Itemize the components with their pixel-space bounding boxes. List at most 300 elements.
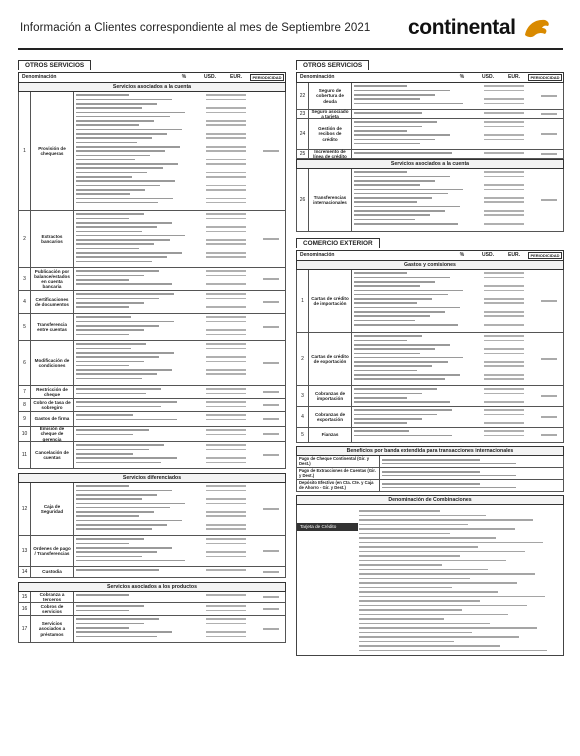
value-line [206, 348, 247, 350]
col-periodicidad: PERIODICIDAD [250, 74, 284, 81]
fine-print-line [359, 524, 468, 526]
fine-print-line [359, 569, 488, 571]
fine-print-line [359, 600, 480, 602]
fine-print-line [359, 528, 515, 530]
prod-row-label: Cobranza a terceros [31, 592, 74, 602]
fine-print-line [354, 370, 417, 372]
right-row-periodicidad [535, 119, 563, 149]
left-row-periodicidad [257, 92, 285, 210]
value-line [206, 369, 247, 371]
value-line [206, 283, 247, 285]
left-row-detail [74, 399, 195, 411]
fine-print-line [76, 524, 167, 526]
value-line [484, 277, 525, 279]
diff-row [18, 536, 286, 567]
fine-print-line [359, 533, 450, 535]
value-line [484, 223, 525, 225]
left-row [18, 442, 286, 469]
diff-row-values [195, 483, 257, 535]
diff-row [18, 483, 286, 536]
prod-row [18, 592, 286, 603]
diff-row-label: Ordenes de pago / Transferencias [31, 536, 74, 566]
fine-print-line [76, 103, 157, 105]
diff-row [18, 567, 286, 578]
left-row-periodicidad [257, 291, 285, 313]
comercio-row-periodicidad [535, 270, 563, 332]
prod-row-number: 16 [19, 603, 31, 615]
beneficio-row [296, 456, 564, 468]
fine-print-line [354, 353, 420, 355]
fine-print-line [76, 279, 129, 281]
prod-row-periodicidad [257, 592, 285, 602]
comercio-row-label: Cartas de crédito de importación [309, 270, 352, 332]
value-line [206, 429, 247, 431]
value-line [484, 335, 525, 337]
value-line [263, 454, 279, 456]
fine-print-line [76, 618, 159, 620]
comercio-row [296, 270, 564, 333]
column-header-comercio [296, 250, 564, 261]
diff-row-number: 14 [19, 567, 31, 577]
left-row-values [195, 399, 257, 411]
left-row-detail [74, 412, 195, 426]
prod-row [18, 616, 286, 643]
band-transferencias: Servicios asociados a la cuenta [296, 159, 564, 169]
diff-row-values [195, 567, 257, 577]
comercio-row-values [473, 386, 535, 406]
fine-print-line [76, 193, 130, 195]
left-row-label: Cobro de tasa de sobregiro [31, 399, 74, 411]
col-periodicidad: PERIODICIDAD [528, 252, 562, 259]
comercio-row-label: Cobranzas de exportación [309, 407, 352, 427]
fine-print-line [76, 329, 144, 331]
fine-print-line [354, 206, 460, 208]
left-row [18, 412, 286, 427]
right-row-detail [352, 150, 473, 158]
fine-print-line [76, 198, 173, 200]
value-line [206, 414, 247, 416]
value-line [484, 302, 525, 304]
fine-print-line [354, 409, 452, 411]
prod-row-detail [74, 592, 195, 602]
fine-print-line [354, 184, 420, 186]
right-tr-row-detail [352, 169, 473, 231]
fine-print-line [359, 618, 444, 620]
fine-print-line [76, 406, 161, 408]
right-tr-row-number: 26 [297, 169, 309, 231]
value-line [263, 571, 279, 573]
fine-print-line [359, 645, 500, 647]
fine-print-line [354, 152, 452, 154]
left-row-label: Extractos bancarios [31, 211, 74, 267]
fine-print-line [76, 235, 185, 237]
value-line [206, 610, 247, 612]
value-line [206, 124, 247, 126]
comercio-row-number: 5 [297, 428, 309, 442]
value-line [206, 107, 247, 109]
fine-print-line [76, 275, 144, 277]
fine-print-line [354, 112, 422, 114]
right-tr-row [296, 169, 564, 232]
value-line [206, 515, 247, 517]
prod-row-detail [74, 616, 195, 642]
value-line [206, 511, 247, 513]
left-row-number: 9 [19, 412, 31, 426]
fine-print-line [76, 520, 182, 522]
comercio-row-detail [352, 333, 473, 385]
prod-row-periodicidad [257, 616, 285, 642]
left-row-detail [74, 386, 195, 398]
fine-print-line [354, 324, 458, 326]
comercio-row [296, 428, 564, 443]
prod-row-values [195, 603, 257, 615]
value-line [206, 146, 247, 148]
band-servicios-diferenciados: Servicios diferenciados [18, 473, 286, 483]
value-line [263, 418, 279, 420]
value-line [206, 636, 247, 638]
fine-print-line [76, 231, 142, 233]
value-line [263, 550, 279, 552]
col-usd: USD. [482, 74, 494, 80]
value-line [484, 388, 525, 390]
left-row-periodicidad [257, 341, 285, 385]
right-row-detail [352, 110, 473, 118]
left-row-periodicidad [257, 399, 285, 411]
fine-print-line [359, 591, 498, 593]
value-line [484, 189, 525, 191]
fine-print-line [76, 414, 133, 416]
value-line [541, 199, 557, 201]
fine-print-line [76, 462, 161, 464]
beneficio-detail [380, 456, 563, 467]
fine-print-line [354, 320, 415, 322]
value-line [263, 326, 279, 328]
left-row-periodicidad [257, 427, 285, 441]
value-line [484, 139, 525, 141]
value-line [206, 462, 247, 464]
value-line [206, 256, 247, 258]
comercio-row-detail [352, 270, 473, 332]
left-row [18, 268, 286, 291]
fine-print-line [76, 325, 159, 327]
fine-print-line [76, 316, 131, 318]
value-line [206, 618, 247, 620]
fine-print-line [76, 388, 161, 390]
right-row-values [473, 110, 535, 118]
comercio-row-values [473, 333, 535, 385]
value-line [206, 623, 247, 625]
left-row-values [195, 386, 257, 398]
value-line [541, 95, 557, 97]
value-line [263, 433, 279, 435]
fine-print-line [76, 627, 129, 629]
fine-print-line [76, 334, 129, 336]
fine-print-line [76, 623, 144, 625]
left-row-number: 8 [19, 399, 31, 411]
fine-print-line [354, 348, 435, 350]
fine-print-line [76, 185, 160, 187]
right-row-number: 24 [297, 119, 309, 149]
left-row-label: Certificaciones de documentos [31, 291, 74, 313]
fine-print-line [76, 631, 172, 633]
left-row-label: Publicación por balance/estados en cuenta bancaria [31, 268, 74, 290]
left-row-number: 11 [19, 442, 31, 468]
left-row-number: 6 [19, 341, 31, 385]
band-servicios-productos: Servicios asociados a los productos [18, 582, 286, 592]
fine-print-line [76, 605, 144, 607]
value-line [206, 231, 247, 233]
left-row-values [195, 442, 257, 468]
fine-print-line [354, 378, 445, 380]
fine-print-line [354, 344, 450, 346]
fine-print-line [382, 471, 480, 473]
comercio-row [296, 333, 564, 386]
fine-print-line [359, 636, 519, 638]
col-pct: % [459, 252, 465, 258]
fine-print-line [359, 546, 478, 548]
prod-row-values [195, 592, 257, 602]
value-line [484, 210, 525, 212]
section-tab-otros-servicios: OTROS SERVICIOS [18, 60, 91, 70]
value-line [541, 300, 557, 302]
value-line [206, 401, 247, 403]
fine-print-line [359, 627, 537, 629]
fine-print-line [76, 270, 159, 272]
value-line [484, 126, 525, 128]
value-line [206, 538, 247, 540]
right-row-label: Incremento de línea de crédito [309, 150, 352, 158]
value-line [206, 373, 247, 375]
value-line [541, 434, 557, 436]
value-line [263, 404, 279, 406]
value-line [484, 201, 525, 203]
comercio-row-periodicidad [535, 386, 563, 406]
col-denominacion: Denominación [300, 252, 335, 258]
value-line [206, 524, 247, 526]
left-row [18, 92, 286, 211]
diff-row-detail [74, 567, 195, 577]
fine-print-line [76, 293, 174, 295]
fine-print-line [354, 176, 450, 178]
value-line [206, 343, 247, 345]
value-line [484, 197, 525, 199]
value-line [206, 163, 247, 165]
left-row-detail [74, 314, 195, 340]
fine-print-line [359, 614, 508, 616]
value-line [206, 457, 247, 459]
value-line [263, 278, 279, 280]
fine-print-line [359, 560, 506, 562]
fine-print-line [76, 401, 177, 403]
value-line [263, 301, 279, 303]
fine-print-line [359, 519, 533, 521]
column-header-right [296, 72, 564, 83]
value-line [206, 316, 247, 318]
band-beneficios: Beneficios por banda extendida para transacciones internacionales [296, 446, 564, 456]
value-line [484, 430, 525, 432]
value-line [541, 113, 557, 115]
left-row-number: 7 [19, 386, 31, 398]
fine-print-line [354, 85, 407, 87]
left-row-values [195, 341, 257, 385]
fine-print-line [76, 429, 149, 431]
value-line [206, 543, 247, 545]
fine-print-line [76, 202, 158, 204]
value-line [484, 324, 525, 326]
fine-print-line [76, 551, 157, 553]
fine-print-line [354, 430, 409, 432]
value-line [206, 150, 247, 152]
fine-print-line [354, 126, 422, 128]
value-line [206, 99, 247, 101]
fine-print-line [76, 112, 185, 114]
value-line [484, 103, 525, 105]
fine-print-line [359, 596, 545, 598]
value-line [206, 361, 247, 363]
diff-row-periodicidad [257, 536, 285, 566]
col-pct: % [181, 74, 187, 80]
prod-row-detail [74, 603, 195, 615]
left-row [18, 314, 286, 341]
right-row-values [473, 150, 535, 158]
fine-print-line [76, 365, 129, 367]
col-eur: EUR. [508, 74, 520, 80]
value-line [206, 498, 247, 500]
left-row-values [195, 92, 257, 210]
value-line [263, 362, 279, 364]
value-line [206, 213, 247, 215]
value-line [206, 334, 247, 336]
left-row-label: Restricción de cheque [31, 386, 74, 398]
fine-print-line [76, 373, 157, 375]
col-eur: EUR. [508, 252, 520, 258]
fine-print-line [76, 528, 152, 530]
left-row [18, 427, 286, 442]
fine-print-line [354, 435, 452, 437]
col-denominacion: Denominación [22, 74, 57, 80]
value-line [484, 340, 525, 342]
fine-print-line [76, 543, 129, 545]
fine-print-line [359, 537, 496, 539]
fine-print-line [382, 483, 480, 485]
fine-print-line [359, 510, 440, 512]
value-line [484, 311, 525, 313]
fine-print-line [382, 487, 516, 489]
fine-print-line [359, 573, 535, 575]
fine-print-line [76, 361, 144, 363]
beneficio-detail [380, 480, 563, 491]
value-line [206, 569, 247, 571]
value-line [484, 348, 525, 350]
fine-print-line [76, 222, 172, 224]
column-header [18, 72, 286, 83]
fine-print-line [359, 650, 547, 652]
value-line [206, 485, 247, 487]
fine-print-line [76, 356, 159, 358]
prod-row-label: Servicios asociados a préstamos [31, 616, 74, 642]
value-line [206, 198, 247, 200]
value-line [206, 120, 247, 122]
fine-print-line [354, 335, 422, 337]
value-line [263, 238, 279, 240]
value-line [206, 243, 247, 245]
left-row-values [195, 412, 257, 426]
fine-print-line [354, 401, 450, 403]
value-line [484, 121, 525, 123]
value-line [206, 594, 247, 596]
left-row-label: Provisión de chequeras [31, 92, 74, 210]
left-row-detail [74, 427, 195, 441]
fine-print-line [359, 605, 527, 607]
left-row-periodicidad [257, 268, 285, 290]
fine-print-line [76, 120, 154, 122]
fine-print-line [354, 298, 432, 300]
fine-print-line [354, 294, 448, 296]
diff-row-periodicidad [257, 483, 285, 535]
value-line [484, 214, 525, 216]
left-row-detail [74, 92, 195, 210]
left-row-detail [74, 291, 195, 313]
value-line [484, 85, 525, 87]
fine-print-line [354, 418, 422, 420]
prod-row-periodicidad [257, 603, 285, 615]
right-row-periodicidad [535, 83, 563, 109]
diff-row-detail [74, 483, 195, 535]
fine-print-line [76, 352, 174, 354]
fine-print-line [354, 311, 445, 313]
fine-print-line [354, 197, 432, 199]
fine-print-line [354, 277, 450, 279]
fine-print-line [354, 397, 407, 399]
brand-logo: continental [408, 16, 516, 39]
value-line [484, 171, 525, 173]
prod-row-number: 15 [19, 592, 31, 602]
fine-print-line [76, 556, 142, 558]
fine-print-line [76, 306, 129, 308]
fine-print-line [76, 180, 175, 182]
value-line [206, 226, 247, 228]
fine-print-line [354, 180, 435, 182]
left-row-periodicidad [257, 386, 285, 398]
beneficio-label: Pago de Cheque Continental (Gir. y Dest.) [297, 456, 380, 467]
fine-print-line [354, 414, 437, 416]
fine-print-line [354, 315, 430, 317]
fine-print-line [76, 490, 172, 492]
fine-print-line [354, 219, 415, 221]
left-row-periodicidad [257, 211, 285, 267]
left-rows [18, 92, 286, 469]
prod-row-values [195, 616, 257, 642]
fine-print-line [76, 283, 172, 285]
comercio-row-number: 4 [297, 407, 309, 427]
value-line [206, 270, 247, 272]
value-line [206, 605, 247, 607]
value-line [484, 152, 525, 154]
fine-print-line [354, 134, 450, 136]
fine-print-line [359, 623, 490, 625]
fine-print-line [76, 494, 157, 496]
diff-row-values [195, 536, 257, 566]
left-row-number: 5 [19, 314, 31, 340]
value-line [484, 378, 525, 380]
fine-print-line [359, 564, 442, 566]
fine-print-line [76, 167, 163, 169]
fine-print-line [76, 298, 159, 300]
value-line [206, 321, 247, 323]
right-row [296, 110, 564, 119]
value-line [484, 285, 525, 287]
value-line [206, 449, 247, 451]
